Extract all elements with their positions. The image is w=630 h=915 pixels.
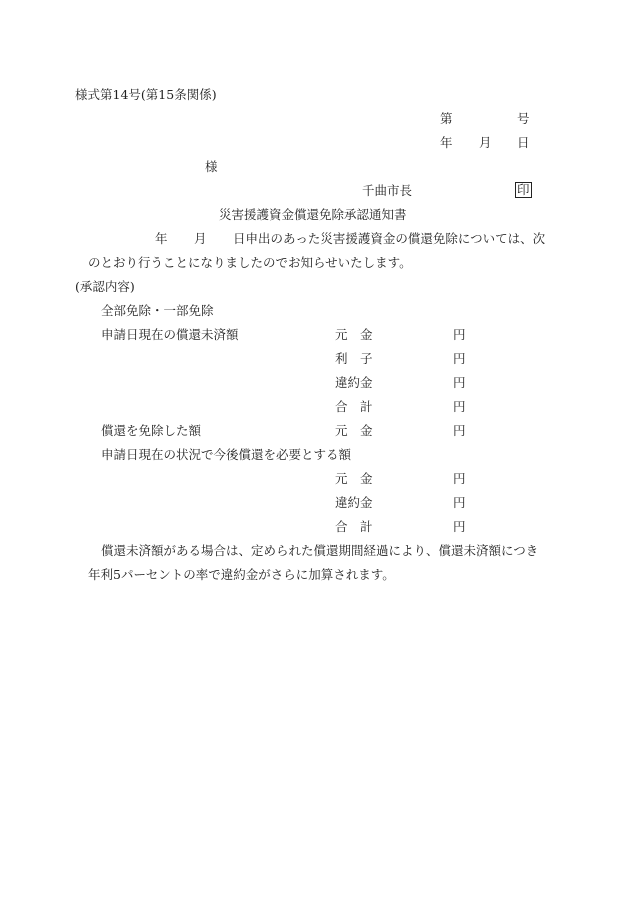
outstanding-total-label: 合 計 [335,399,373,414]
outstanding-interest-yen: 円 [453,351,466,366]
body-line-2: のとおり行うことになりましたのでお知らせいたします。 [88,255,412,270]
note-line-2: 年利5パーセントの率で違約金がさらに加算されます。 [88,567,395,582]
future-label: 申請日現在の状況で今後償還を必要とする額 [101,447,352,462]
outstanding-principal-yen: 円 [453,327,466,342]
outstanding-label: 申請日現在の償還未済額 [101,327,239,342]
date-month-label: 月 [479,135,492,150]
outstanding-penalty-label: 違約金 [335,375,373,390]
note-line-1: 償還未済額がある場合は、定められた償還期間経過により、償還未済額につき [101,543,539,558]
future-penalty-yen: 円 [453,495,466,510]
document-title: 災害援護資金償還免除承認通知書 [219,207,407,222]
future-principal-yen: 円 [453,471,466,486]
outstanding-principal-label: 元 金 [335,327,373,342]
number-prefix: 第 [440,111,453,126]
content-heading: (承認内容) [75,279,135,294]
body-line-1: 日申出のあった災害援護資金の償還免除については、次 [233,231,546,246]
number-suffix: 号 [517,111,530,126]
seal-mark: 印 [517,182,530,197]
seal-wrapper [515,182,532,198]
exempted-principal-label: 元 金 [335,423,373,438]
future-penalty-label: 違約金 [335,495,373,510]
body-month-label: 月 [194,231,207,246]
date-day-label: 日 [517,135,530,150]
issuer-name: 千曲市長 [362,183,413,198]
exempted-principal-yen: 円 [453,423,466,438]
form-number: 様式第14号(第15条関係) [75,87,217,102]
date-year-label: 年 [440,135,453,150]
body-year-label: 年 [155,231,168,246]
exempted-label: 償還を免除した額 [101,423,202,438]
future-total-yen: 円 [453,519,466,534]
exemption-type: 全部免除・一部免除 [101,303,214,318]
outstanding-interest-label: 利 子 [335,351,373,366]
future-total-label: 合 計 [335,519,373,534]
future-principal-label: 元 金 [335,471,373,486]
addressee-suffix: 様 [205,159,218,174]
outstanding-penalty-yen: 円 [453,375,466,390]
outstanding-total-yen: 円 [453,399,466,414]
